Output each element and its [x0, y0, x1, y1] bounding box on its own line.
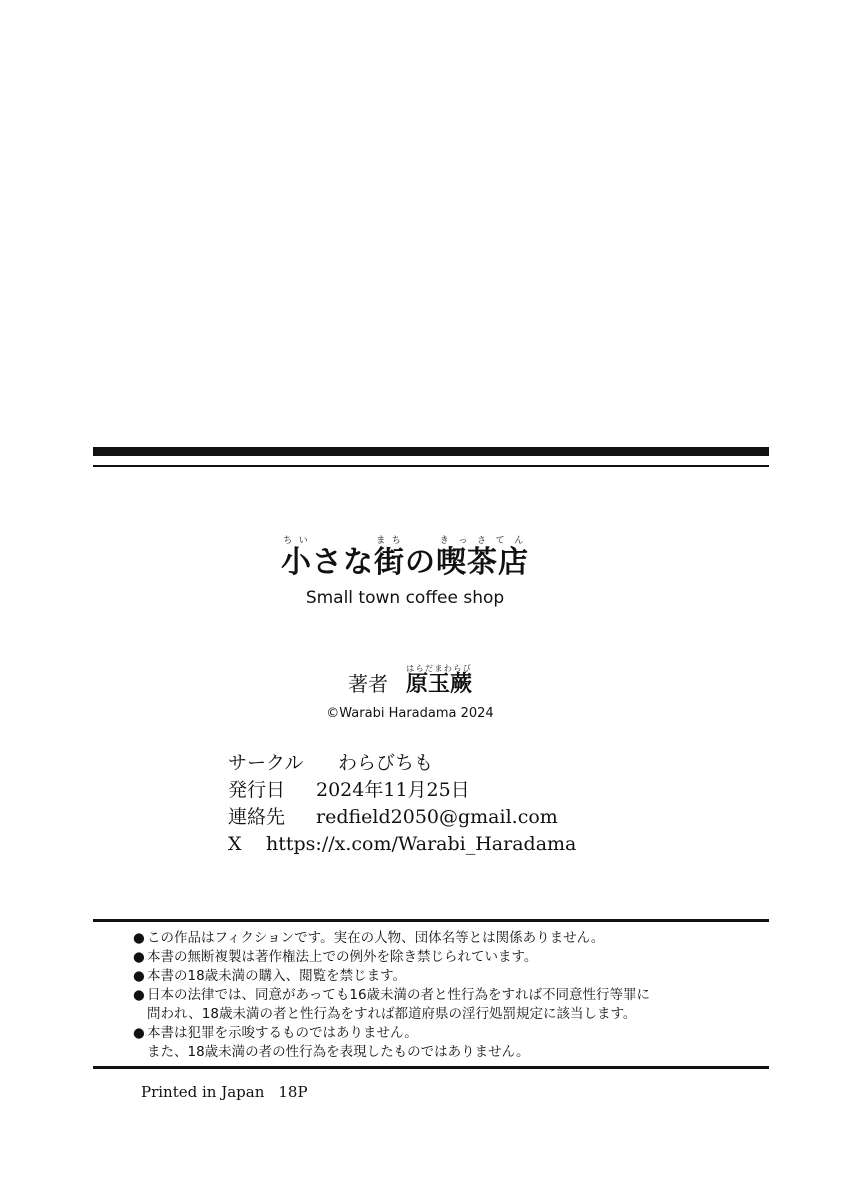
notice-divider-bottom	[93, 1066, 769, 1069]
notice-text: 本書の18歳未満の購入、閲覧を禁じます。	[147, 968, 407, 984]
notice-text: 日本の法律では、同意があっても16歳未満の者と性行為をすれば不同意性行等罪に	[147, 987, 651, 1003]
title-ruby-2: まち	[374, 536, 405, 546]
printed-in: Printed in Japan	[141, 1083, 265, 1101]
notice-item	[133, 986, 753, 1024]
notice-text-continued: また、18歳未満の者の性行為を表現したものではありません。	[147, 1044, 530, 1060]
contact-email: redfield2050@gmail.com	[316, 806, 558, 828]
notice-list	[133, 929, 753, 1062]
book-title	[281, 536, 529, 585]
notice-text: この作品はフィクションです。実在の人物、団体名等とは関係ありません。	[147, 930, 605, 946]
circle-value: わらびちも	[338, 752, 434, 774]
author-name-wrap	[405, 664, 472, 697]
author-name-ruby: はらだまわらび	[405, 664, 472, 673]
circle-label: サークル	[228, 752, 304, 774]
notice-item	[133, 967, 753, 986]
bullet-icon: ●	[133, 949, 145, 965]
notice-divider-top	[93, 919, 769, 922]
author-block	[300, 664, 520, 724]
bullet-icon: ●	[133, 1025, 145, 1041]
info-row-date	[228, 777, 576, 804]
author-name: 原玉蕨	[405, 672, 472, 697]
page-count: 18P	[278, 1083, 308, 1101]
footer	[141, 1081, 308, 1103]
title-ruby-1: ちい	[281, 536, 312, 546]
date-value: 2024年11月25日	[316, 779, 470, 801]
notice-text-continued: 問われ、18歳未満の者と性行為をすれば都道府県の淫行処罰規定に該当します。	[147, 1006, 637, 1022]
author-line	[300, 664, 520, 702]
author-label: 著者	[347, 672, 388, 696]
title-ruby-3: きっさてん	[436, 536, 529, 546]
thick-divider-top	[93, 447, 769, 456]
info-row-x	[228, 831, 576, 858]
info-row-contact	[228, 804, 576, 831]
x-url: https://x.com/Warabi_Haradama	[266, 833, 577, 855]
x-label: X	[228, 833, 242, 855]
title-kanji-1: 小	[281, 545, 312, 580]
title-kana-1: さな	[312, 545, 374, 580]
bullet-icon: ●	[133, 968, 145, 984]
date-label: 発行日	[228, 779, 286, 801]
copyright-notice: ©Warabi Haradama 2024	[326, 706, 494, 721]
thin-divider-top	[93, 465, 769, 467]
notice-text: 本書の無断複製は著作権法上での例外を除き禁じられています。	[147, 949, 538, 965]
notice-text: 本書は犯罪を示唆するものではありません。	[147, 1025, 418, 1041]
title-kanji-2: 街	[374, 545, 405, 580]
notice-item	[133, 1024, 753, 1062]
bullet-icon: ●	[133, 987, 145, 1003]
book-subtitle: Small town coffee shop	[305, 588, 505, 608]
notice-item	[133, 929, 753, 948]
title-kana-2: の	[405, 545, 436, 580]
title-kanji-3: 喫茶店	[436, 545, 529, 580]
bullet-icon: ●	[133, 930, 145, 946]
title-block	[240, 536, 570, 609]
contact-label: 連絡先	[228, 806, 286, 828]
notice-item	[133, 948, 753, 967]
publication-info	[228, 750, 576, 858]
info-row-circle	[228, 750, 576, 777]
